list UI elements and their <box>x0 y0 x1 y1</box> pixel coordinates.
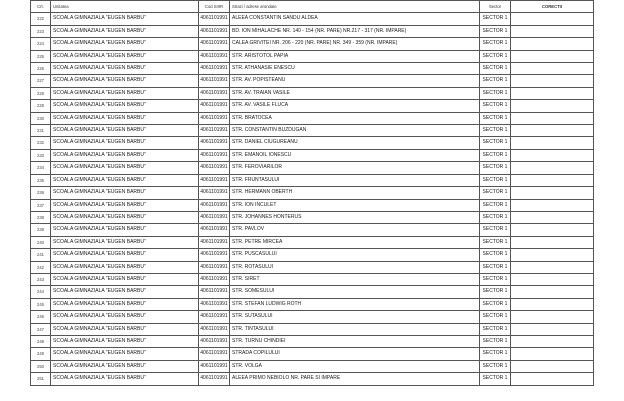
table-row <box>31 199 594 211</box>
cell-unitatea: SCOALA GIMNAZIALA "EUGEN BARBU" <box>51 323 199 335</box>
cell-sector: SECTOR 1 <box>480 348 511 360</box>
cell-cod: 4061101991 <box>199 87 230 99</box>
cell-nr: 233 <box>31 149 51 161</box>
cell-corectii[interactable] <box>511 224 594 236</box>
table-row <box>31 125 594 137</box>
cell-unitatea: SCOALA GIMNAZIALA "EUGEN BARBU" <box>51 187 199 199</box>
cell-unitatea: SCOALA GIMNAZIALA "EUGEN BARBU" <box>51 63 199 75</box>
cell-nr: 236 <box>31 187 51 199</box>
table-row <box>31 360 594 372</box>
table-row <box>31 224 594 236</box>
cell-strada: STR. ION INCULET <box>230 199 480 211</box>
cell-sector: SECTOR 1 <box>480 236 511 248</box>
cell-sector: SECTOR 1 <box>480 335 511 347</box>
cell-nr: 250 <box>31 360 51 372</box>
table-row <box>31 38 594 50</box>
cell-cod: 4061101991 <box>199 149 230 161</box>
cell-nr: 222 <box>31 13 51 25</box>
table-row <box>31 162 594 174</box>
cell-corectii[interactable] <box>511 87 594 99</box>
cell-cod: 4061101991 <box>199 236 230 248</box>
cell-cod: 4061101991 <box>199 261 230 273</box>
cell-sector: SECTOR 1 <box>480 323 511 335</box>
cell-nr: 235 <box>31 174 51 186</box>
cell-nr: 229 <box>31 100 51 112</box>
header-unitatea: Unitatea <box>51 1 199 13</box>
cell-corectii[interactable] <box>511 273 594 285</box>
cell-cod: 4061101991 <box>199 50 230 62</box>
cell-unitatea: SCOALA GIMNAZIALA "EUGEN BARBU" <box>51 174 199 186</box>
cell-strada: STR. SIRET <box>230 273 480 285</box>
cell-cod: 4061101991 <box>199 38 230 50</box>
cell-strada: STR. TURNU CHINDIEI <box>230 335 480 347</box>
cell-corectii[interactable] <box>511 174 594 186</box>
cell-sector: SECTOR 1 <box>480 38 511 50</box>
table-row <box>31 311 594 323</box>
cell-sector: SECTOR 1 <box>480 149 511 161</box>
cell-sector: SECTOR 1 <box>480 112 511 124</box>
cell-sector: SECTOR 1 <box>480 224 511 236</box>
cell-unitatea: SCOALA GIMNAZIALA "EUGEN BARBU" <box>51 50 199 62</box>
cell-unitatea: SCOALA GIMNAZIALA "EUGEN BARBU" <box>51 311 199 323</box>
header-nr: Crt. <box>31 1 51 13</box>
table-row <box>31 75 594 87</box>
cell-nr: 234 <box>31 162 51 174</box>
cell-nr: 232 <box>31 137 51 149</box>
cell-strada: STR. PETRE MIRCEA <box>230 236 480 248</box>
cell-unitatea: SCOALA GIMNAZIALA "EUGEN BARBU" <box>51 38 199 50</box>
cell-nr: 230 <box>31 112 51 124</box>
cell-cod: 4061101991 <box>199 298 230 310</box>
table-row <box>31 25 594 37</box>
cell-corectii[interactable] <box>511 125 594 137</box>
cell-nr: 243 <box>31 273 51 285</box>
table-row <box>31 335 594 347</box>
cell-strada: STR. DANIEL CIUGUREANU <box>230 137 480 149</box>
cell-nr: 237 <box>31 199 51 211</box>
cell-cod: 4061101991 <box>199 13 230 25</box>
table-row <box>31 63 594 75</box>
cell-sector: SECTOR 1 <box>480 360 511 372</box>
table-row <box>31 112 594 124</box>
cell-strada: STR. ARISTOTOL PAPIA <box>230 50 480 62</box>
cell-nr: 249 <box>31 348 51 360</box>
cell-strada: STR. VOLGA <box>230 360 480 372</box>
header-sector: Sector <box>480 1 511 13</box>
cell-nr: 239 <box>31 224 51 236</box>
table-body <box>31 13 594 385</box>
cell-strada: STR. FEROVIARILOR <box>230 162 480 174</box>
cell-corectii[interactable] <box>511 199 594 211</box>
table-row <box>31 87 594 99</box>
cell-strada: STR. SOMESULUI <box>230 286 480 298</box>
cell-unitatea: SCOALA GIMNAZIALA "EUGEN BARBU" <box>51 125 199 137</box>
cell-sector: SECTOR 1 <box>480 199 511 211</box>
cell-nr: 238 <box>31 211 51 223</box>
table-row <box>31 174 594 186</box>
table-row <box>31 373 594 385</box>
cell-unitatea: SCOALA GIMNAZIALA "EUGEN BARBU" <box>51 162 199 174</box>
cell-sector: SECTOR 1 <box>480 174 511 186</box>
cell-sector: SECTOR 1 <box>480 211 511 223</box>
cell-cod: 4061101991 <box>199 162 230 174</box>
cell-corectii[interactable] <box>511 137 594 149</box>
cell-sector: SECTOR 1 <box>480 25 511 37</box>
cell-strada: STRADA COPILULUI <box>230 348 480 360</box>
cell-unitatea: SCOALA GIMNAZIALA "EUGEN BARBU" <box>51 75 199 87</box>
cell-sector: SECTOR 1 <box>480 125 511 137</box>
cell-unitatea: SCOALA GIMNAZIALA "EUGEN BARBU" <box>51 236 199 248</box>
cell-corectii[interactable] <box>511 298 594 310</box>
cell-unitatea: SCOALA GIMNAZIALA "EUGEN BARBU" <box>51 149 199 161</box>
cell-unitatea: SCOALA GIMNAZIALA "EUGEN BARBU" <box>51 137 199 149</box>
cell-sector: SECTOR 1 <box>480 311 511 323</box>
cell-nr: 231 <box>31 125 51 137</box>
cell-unitatea: SCOALA GIMNAZIALA "EUGEN BARBU" <box>51 335 199 347</box>
cell-sector: SECTOR 1 <box>480 286 511 298</box>
cell-strada: CALEA GRIVITEI NR. 206 - 220 (NR. PARE) NR. 349 - 359 (NR. IMPARE) <box>230 38 480 50</box>
cell-cod: 4061101991 <box>199 25 230 37</box>
cell-strada: ALEEA CONSTANTIN SANDU ALDEA <box>230 13 480 25</box>
cell-corectii[interactable] <box>511 211 594 223</box>
table-row <box>31 273 594 285</box>
cell-strada: STR. AV. TRAIAN VASILE <box>230 87 480 99</box>
table-row <box>31 13 594 25</box>
cell-sector: SECTOR 1 <box>480 261 511 273</box>
table-row <box>31 298 594 310</box>
table-row <box>31 236 594 248</box>
cell-unitatea: SCOALA GIMNAZIALA "EUGEN BARBU" <box>51 249 199 261</box>
cell-corectii[interactable] <box>511 335 594 347</box>
table-row <box>31 211 594 223</box>
cell-unitatea: SCOALA GIMNAZIALA "EUGEN BARBU" <box>51 360 199 372</box>
cell-strada: STR. CONSTANTIN BUZDUGAN <box>230 125 480 137</box>
cell-cod: 4061101991 <box>199 249 230 261</box>
cell-sector: SECTOR 1 <box>480 187 511 199</box>
cell-unitatea: SCOALA GIMNAZIALA "EUGEN BARBU" <box>51 211 199 223</box>
cell-cod: 4061101991 <box>199 335 230 347</box>
cell-nr: 244 <box>31 286 51 298</box>
cell-nr: 227 <box>31 75 51 87</box>
cell-strada: STR. ATHANASIE ENESCU <box>230 63 480 75</box>
cell-sector: SECTOR 1 <box>480 63 511 75</box>
cell-unitatea: SCOALA GIMNAZIALA "EUGEN BARBU" <box>51 348 199 360</box>
cell-cod: 4061101991 <box>199 137 230 149</box>
cell-corectii[interactable] <box>511 286 594 298</box>
cell-nr: 225 <box>31 50 51 62</box>
cell-sector: SECTOR 1 <box>480 137 511 149</box>
cell-corectii[interactable] <box>511 187 594 199</box>
cell-cod: 4061101991 <box>199 311 230 323</box>
cell-unitatea: SCOALA GIMNAZIALA "EUGEN BARBU" <box>51 298 199 310</box>
cell-nr: 251 <box>31 373 51 385</box>
table-row <box>31 137 594 149</box>
cell-corectii[interactable] <box>511 63 594 75</box>
cell-strada: STR. BRATOCEA <box>230 112 480 124</box>
cell-strada: STR. EMANOIL IONESCU <box>230 149 480 161</box>
cell-nr: 240 <box>31 236 51 248</box>
cell-strada: STR. PAVLOV <box>230 224 480 236</box>
cell-corectii[interactable] <box>511 236 594 248</box>
table-row <box>31 323 594 335</box>
cell-strada: STR. ROTASULUI <box>230 261 480 273</box>
cell-nr: 228 <box>31 87 51 99</box>
cell-cod: 4061101991 <box>199 323 230 335</box>
cell-corectii[interactable] <box>511 323 594 335</box>
cell-corectii[interactable] <box>511 311 594 323</box>
cell-corectii[interactable] <box>511 38 594 50</box>
cell-cod: 4061101991 <box>199 75 230 87</box>
cell-strada: STR. SUTASULUI <box>230 311 480 323</box>
cell-corectii[interactable] <box>511 373 594 385</box>
cell-strada: STR. PUSCASULUI <box>230 249 480 261</box>
cell-cod: 4061101991 <box>199 199 230 211</box>
cell-corectii[interactable] <box>511 50 594 62</box>
cell-corectii[interactable] <box>511 112 594 124</box>
cell-unitatea: SCOALA GIMNAZIALA "EUGEN BARBU" <box>51 261 199 273</box>
cell-cod: 4061101991 <box>199 360 230 372</box>
header-cod: Cod SIIIR <box>199 1 230 13</box>
table-row <box>31 286 594 298</box>
cell-unitatea: SCOALA GIMNAZIALA "EUGEN BARBU" <box>51 13 199 25</box>
cell-cod: 4061101991 <box>199 112 230 124</box>
cell-nr: 247 <box>31 323 51 335</box>
table-row <box>31 249 594 261</box>
cell-strada: STR. STEFAN LUDWIG ROTH <box>230 298 480 310</box>
cell-unitatea: SCOALA GIMNAZIALA "EUGEN BARBU" <box>51 286 199 298</box>
cell-cod: 4061101991 <box>199 63 230 75</box>
table-row <box>31 261 594 273</box>
cell-unitatea: SCOALA GIMNAZIALA "EUGEN BARBU" <box>51 100 199 112</box>
cell-strada: STR. JOHANNES HONTERUS <box>230 211 480 223</box>
cell-cod: 4061101991 <box>199 224 230 236</box>
cell-unitatea: SCOALA GIMNAZIALA "EUGEN BARBU" <box>51 87 199 99</box>
cell-corectii[interactable] <box>511 149 594 161</box>
address-table <box>30 0 594 386</box>
cell-cod: 4061101991 <box>199 286 230 298</box>
cell-strada: STR. TINTASULUI <box>230 323 480 335</box>
table-row <box>31 348 594 360</box>
cell-corectii[interactable] <box>511 261 594 273</box>
table-row <box>31 100 594 112</box>
cell-cod: 4061101991 <box>199 211 230 223</box>
cell-sector: SECTOR 1 <box>480 75 511 87</box>
cell-nr: 226 <box>31 63 51 75</box>
header-corectii: CORECTII <box>511 1 594 13</box>
cell-sector: SECTOR 1 <box>480 298 511 310</box>
cell-cod: 4061101991 <box>199 174 230 186</box>
cell-sector: SECTOR 1 <box>480 373 511 385</box>
cell-strada: STR. AV. POPISTEANU <box>230 75 480 87</box>
cell-strada: STR. AV. VASILE FLUCA <box>230 100 480 112</box>
cell-corectii[interactable] <box>511 360 594 372</box>
cell-nr: 223 <box>31 25 51 37</box>
cell-corectii[interactable] <box>511 348 594 360</box>
cell-nr: 241 <box>31 249 51 261</box>
cell-corectii[interactable] <box>511 75 594 87</box>
cell-nr: 245 <box>31 298 51 310</box>
cell-sector: SECTOR 1 <box>480 87 511 99</box>
cell-cod: 4061101991 <box>199 100 230 112</box>
table-row <box>31 50 594 62</box>
cell-corectii[interactable] <box>511 100 594 112</box>
cell-corectii[interactable] <box>511 25 594 37</box>
cell-cod: 4061101991 <box>199 373 230 385</box>
cell-cod: 4061101991 <box>199 348 230 360</box>
cell-cod: 4061101991 <box>199 187 230 199</box>
table-header-row <box>31 1 594 13</box>
cell-nr: 246 <box>31 311 51 323</box>
cell-nr: 242 <box>31 261 51 273</box>
table-row <box>31 187 594 199</box>
cell-sector: SECTOR 1 <box>480 273 511 285</box>
cell-unitatea: SCOALA GIMNAZIALA "EUGEN BARBU" <box>51 25 199 37</box>
cell-unitatea: SCOALA GIMNAZIALA "EUGEN BARBU" <box>51 273 199 285</box>
cell-cod: 4061101991 <box>199 273 230 285</box>
cell-cod: 4061101991 <box>199 125 230 137</box>
cell-strada: BD. ION MIHALACHE NR. 140 - 154 (NR. PARE) NR.217 - 317 (NR. IMPARE) <box>230 25 480 37</box>
header-strazi: Strazi / adrese arondate <box>230 1 480 13</box>
cell-nr: 248 <box>31 335 51 347</box>
cell-nr: 224 <box>31 38 51 50</box>
cell-unitatea: SCOALA GIMNAZIALA "EUGEN BARBU" <box>51 224 199 236</box>
cell-sector: SECTOR 1 <box>480 50 511 62</box>
cell-corectii[interactable] <box>511 13 594 25</box>
cell-sector: SECTOR 1 <box>480 13 511 25</box>
cell-unitatea: SCOALA GIMNAZIALA "EUGEN BARBU" <box>51 373 199 385</box>
cell-corectii[interactable] <box>511 162 594 174</box>
cell-sector: SECTOR 1 <box>480 100 511 112</box>
cell-strada: STR. FRUNTASULUI <box>230 174 480 186</box>
cell-strada: STR. HERMANN OBERTH <box>230 187 480 199</box>
cell-corectii[interactable] <box>511 249 594 261</box>
cell-unitatea: SCOALA GIMNAZIALA "EUGEN BARBU" <box>51 199 199 211</box>
table-row <box>31 149 594 161</box>
cell-unitatea: SCOALA GIMNAZIALA "EUGEN BARBU" <box>51 112 199 124</box>
cell-sector: SECTOR 1 <box>480 249 511 261</box>
cell-sector: SECTOR 1 <box>480 162 511 174</box>
cell-strada: ALEEA PRIMO NEBIOLO NR. PARE SI IMPARE <box>230 373 480 385</box>
